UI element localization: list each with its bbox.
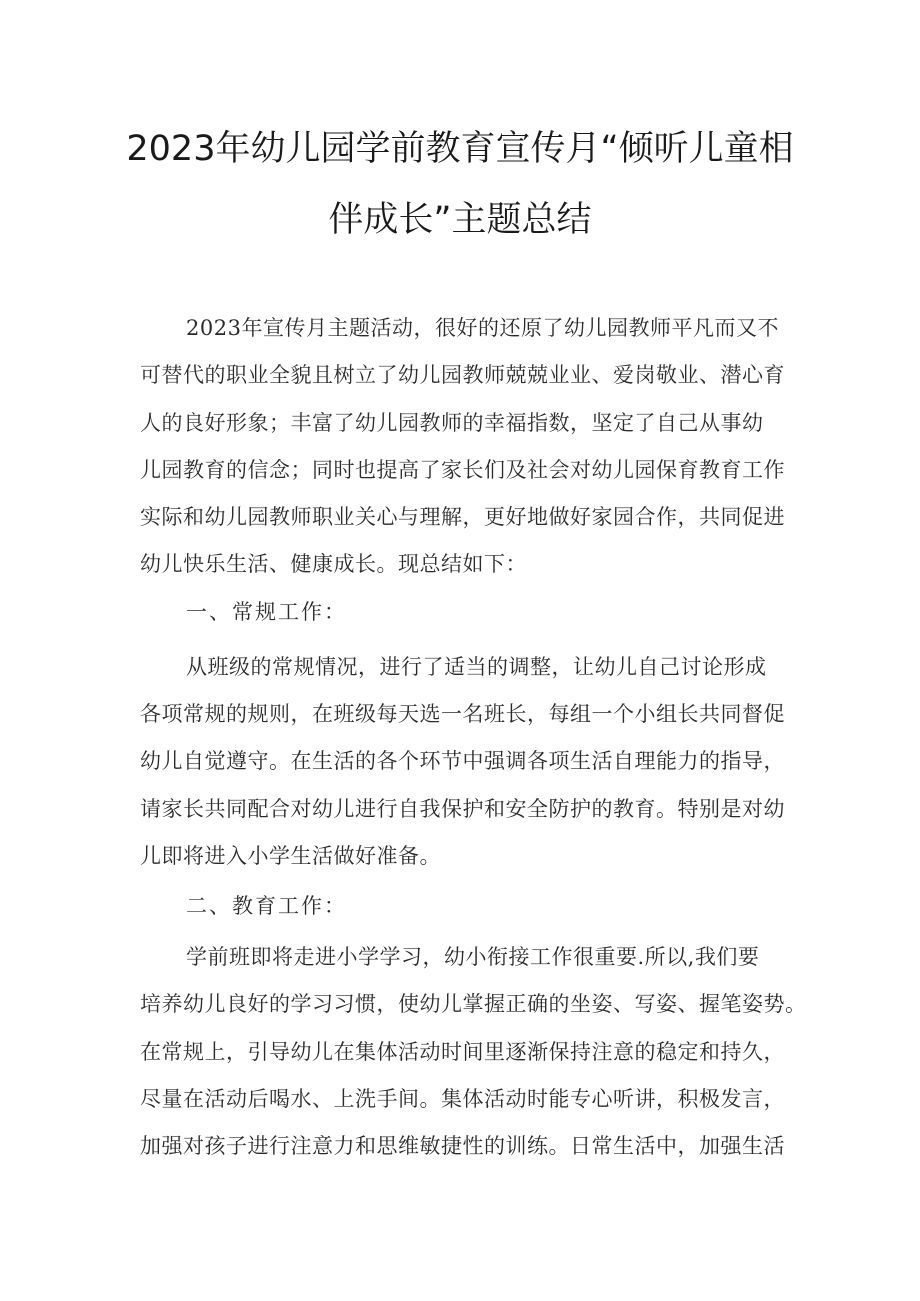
section-2-line: 尽量在活动后喝水、上洗手间。集体活动时能专心听讲，积极发言， [140, 1087, 785, 1111]
intro-line: 实际和幼儿园教师职业关心与理解，更好地做好家园合作，共同促进 [140, 505, 785, 529]
document-title-line-1: 2023年幼儿园学前教育宣传月“倾听儿童相 [126, 129, 794, 169]
intro-line: 可替代的职业全貌且树立了幼儿园教师兢兢业业、爱岗敬业、潜心育 [140, 363, 785, 387]
section-2-line: 学前班即将走进小学学习，幼小衔接工作很重要.所以,我们要 [186, 945, 760, 969]
intro-line: 2023年宣传月主题活动，很好的还原了幼儿园教师平凡而又不 [186, 316, 779, 340]
section-1-line: 从班级的常规情况，进行了适当的调整，让幼儿自己讨论形成 [186, 655, 767, 679]
section-2-line: 加强对孩子进行注意力和思维敏捷性的训练。日常生活中，加强生活 [140, 1134, 785, 1158]
intro-line: 人的良好形象；丰富了幼儿园教师的幸福指数，坚定了自己从事幼 [140, 411, 764, 435]
section-1-line: 请家长共同配合对幼儿进行自我保护和安全防护的教育。特别是对幼 [140, 797, 785, 821]
section-1-line: 儿即将进入小学生活做好准备。 [140, 844, 441, 868]
section-1-line: 各项常规的规则，在班级每天选一名班长，每组一个小组长共同督促 [140, 702, 785, 726]
section-1-heading: 一、常规工作： [186, 600, 347, 624]
section-2-heading: 二、教育工作： [186, 894, 347, 918]
intro-line: 儿园教育的信念；同时也提高了家长们及社会对幼儿园保育教育工作 [140, 458, 785, 482]
section-1-line: 幼儿自觉遵守。在生活的各个环节中强调各项生活自理能力的指导， [140, 749, 785, 773]
document-title-line-2: 伴成长”主题总结 [328, 200, 592, 240]
section-2-line: 在常规上，引导幼儿在集体活动时间里逐渐保持注意的稳定和持久， [140, 1040, 785, 1064]
section-2-line: 培养幼儿良好的学习习惯，使幼儿掌握正确的坐姿、写姿、握笔姿势。 [140, 992, 807, 1016]
intro-line: 幼儿快乐生活、健康成长。现总结如下： [140, 552, 527, 576]
